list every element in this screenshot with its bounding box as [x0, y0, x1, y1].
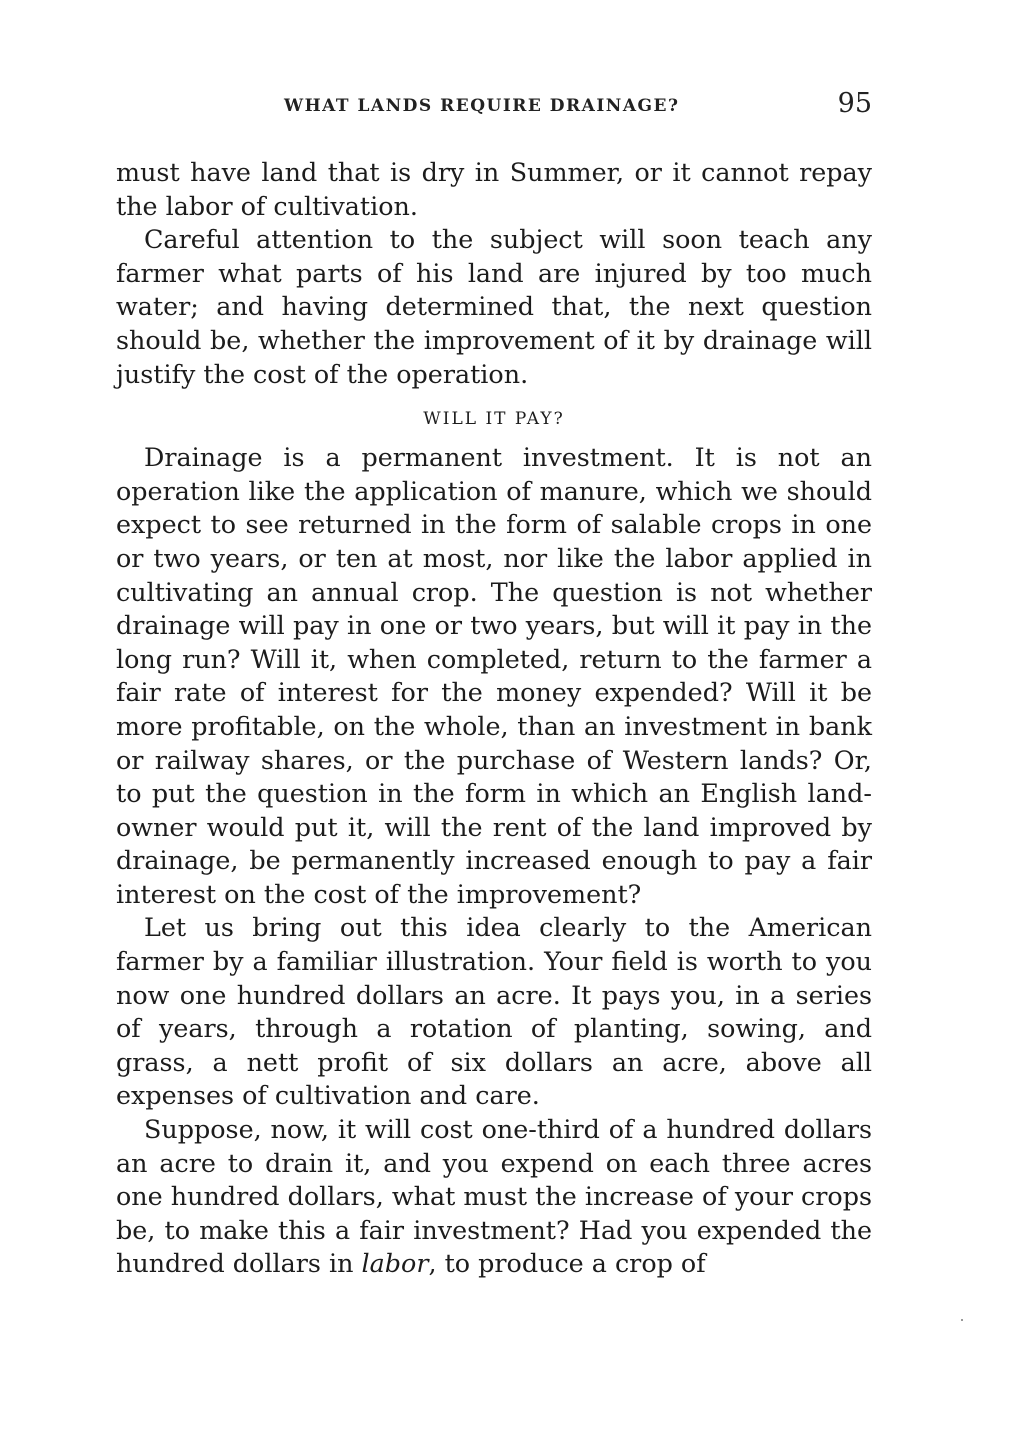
running-head: WHAT LANDS REQUIRE DRAINAGE?: [284, 96, 680, 116]
paragraph-suppose: [116, 1113, 872, 1281]
margin-speck: [961, 1319, 963, 1321]
paragraph-illustration: Let us bring out this idea clearly to the American farmer by a familiar illustration. Your field is worth to you now one hundred dollars an acre. It pays you, in a series of years, through a rotation of planting, sowing, and grass, a nett profit of six dollars an acre, above all expenses of cultivation and care.: [116, 912, 872, 1111]
page-header: [116, 88, 872, 128]
paragraph-suppose-end: , to produce a crop of: [428, 1248, 706, 1279]
paragraph-suppose-start: Suppose, now, it will cost one-third of a hundred dollars an acre to drain it, and you expend on each three acres one hundred dollars, what must the increase of your crops be, to make this a fair investment? Had you expended the hundred dollars in: [116, 1114, 872, 1279]
page-number: 95: [837, 88, 872, 119]
paragraph-continuation: must have land that is dry in Summer, or it cannot repay the labor of cultivation.: [116, 157, 872, 221]
book-page: [116, 88, 872, 1281]
section-heading: WILL IT PAY?: [423, 409, 565, 430]
paragraph-careful-attention: Careful attention to the subject will soon teach any farmer what parts of his land are injured by too much water; and having determined that, the next question should be, whether the improvement of it by drainage will justify the cost of the operation.: [116, 224, 872, 389]
emphasis-labor: labor: [361, 1248, 429, 1279]
paragraph-drainage-investment: Drainage is a permanent investment. It is not an operation like the application of manure, which we should expect to see returned in the form of salable crops in one or two years, or ten at most, nor like the labor applied in cultivating an annual crop. The question is not whether drainage will pay in one or two years, but will it pay in the long run? Will it, when completed, return to the farmer a fair rate of interest for the money expended? Will it be more profitable, on the whole, than an investment in bank or railway shares, or the purchase of Western lands? Or, to put the question in the form in which an English land-owner would put it, will the rent of the land improved by drainage, be permanently increased enough to pay a fair interest on the cost of the improvement?: [116, 442, 872, 909]
body-text: [116, 156, 872, 1281]
